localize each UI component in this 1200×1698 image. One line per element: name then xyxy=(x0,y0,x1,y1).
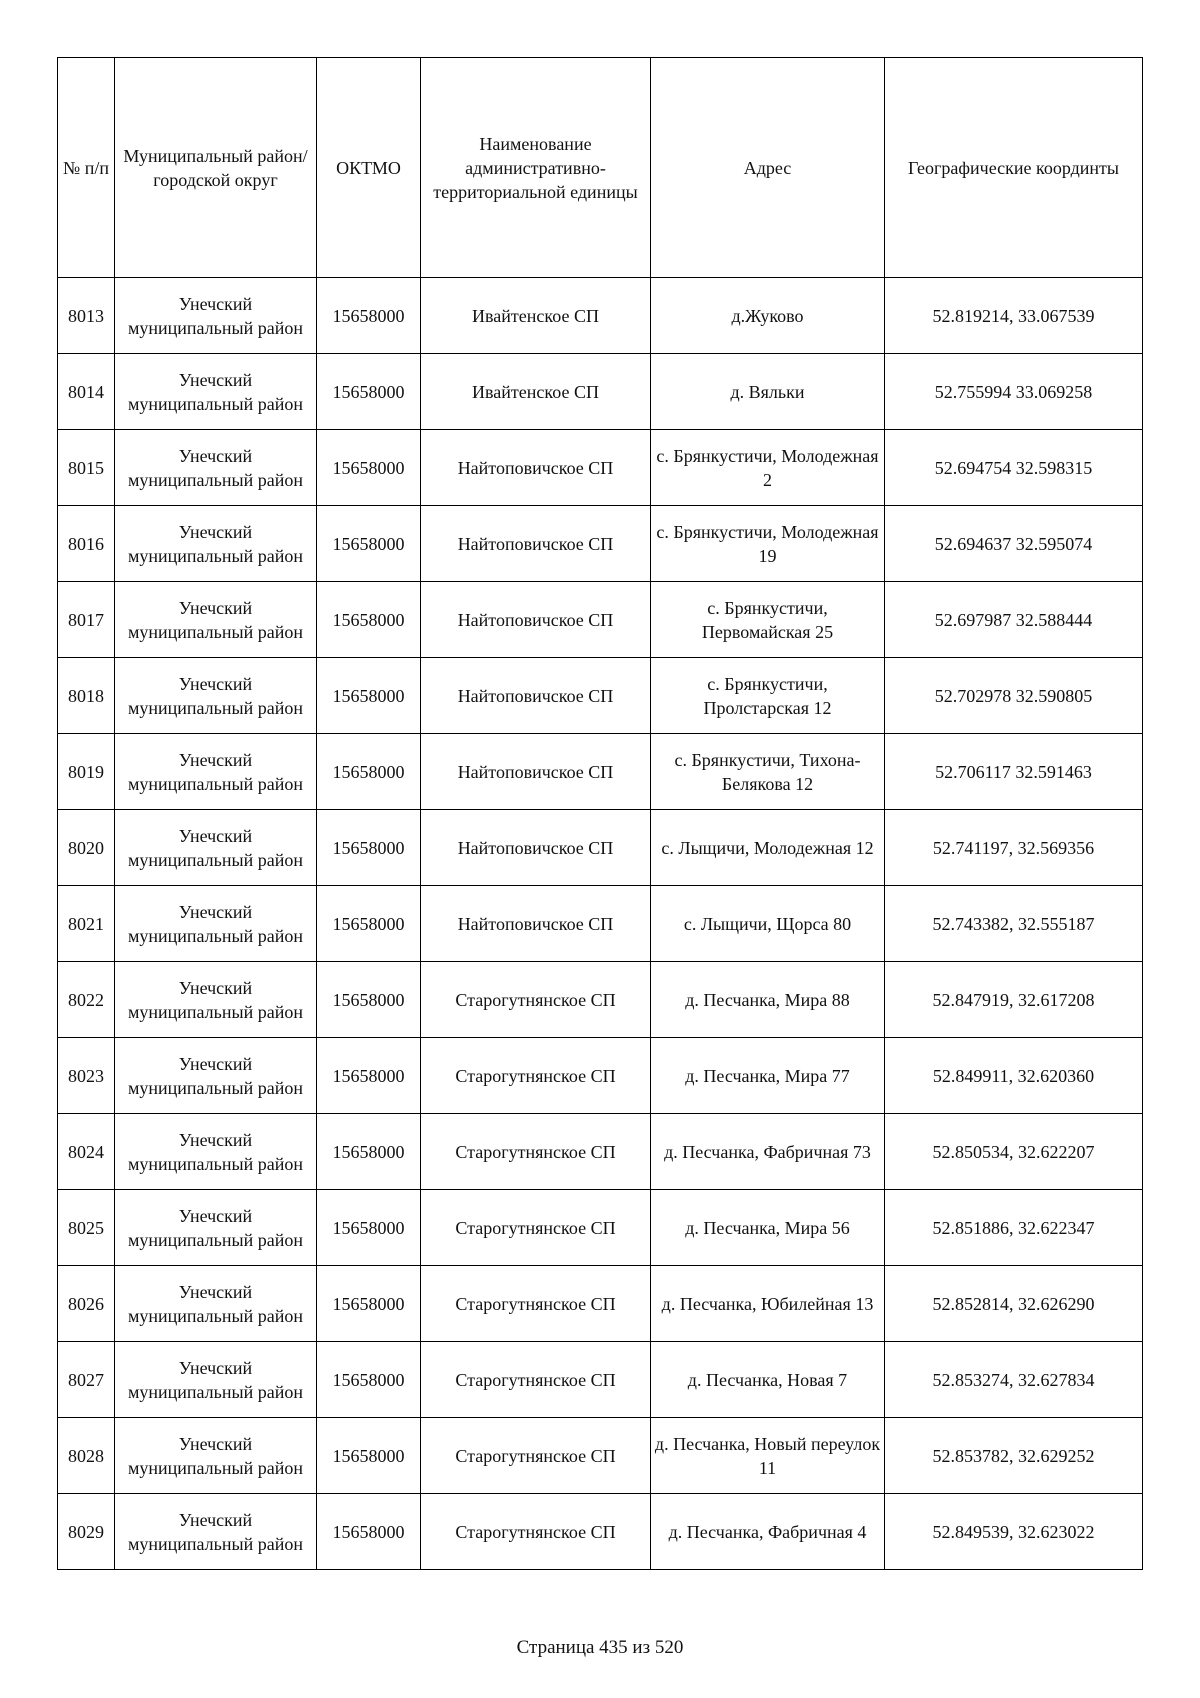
cell-district: Унечский муниципальный район xyxy=(115,658,317,734)
page-footer: Страница 435 из 520 xyxy=(516,1637,684,1658)
table-row xyxy=(58,1266,1143,1342)
cell-unit-name: Старогутнянское СП xyxy=(421,962,651,1038)
header-cell-district: Муниципальный район/городской округ xyxy=(115,58,317,278)
cell-unit-name: Найтоповичское СП xyxy=(421,582,651,658)
cell-coordinates: 52.702978 32.590805 xyxy=(885,658,1143,734)
cell-unit-name: Найтоповичское СП xyxy=(421,658,651,734)
table-row xyxy=(58,582,1143,658)
cell-oktmo: 15658000 xyxy=(317,1266,421,1342)
header-cell-oktmo: ОКТМО xyxy=(317,58,421,278)
cell-address: с. Брянкустичи, Первомайская 25 xyxy=(651,582,885,658)
cell-oktmo: 15658000 xyxy=(317,734,421,810)
cell-unit-name: Найтоповичское СП xyxy=(421,430,651,506)
cell-address: д. Песчанка, Мира 77 xyxy=(651,1038,885,1114)
cell-coordinates: 52.851886, 32.622347 xyxy=(885,1190,1143,1266)
cell-number: 8015 xyxy=(58,430,115,506)
cell-unit-name: Ивайтенское СП xyxy=(421,354,651,430)
cell-number: 8020 xyxy=(58,810,115,886)
cell-district: Унечский муниципальный район xyxy=(115,886,317,962)
table-body xyxy=(58,278,1143,1570)
cell-coordinates: 52.853274, 32.627834 xyxy=(885,1342,1143,1418)
cell-oktmo: 15658000 xyxy=(317,1342,421,1418)
cell-district: Унечский муниципальный район xyxy=(115,1266,317,1342)
cell-address: с. Брянкустичи, Молодежная 2 xyxy=(651,430,885,506)
cell-number: 8029 xyxy=(58,1494,115,1570)
cell-coordinates: 52.819214, 33.067539 xyxy=(885,278,1143,354)
cell-address: с. Брянкустичи, Тихона-Белякова 12 xyxy=(651,734,885,810)
cell-address: с. Брянкустичи, Молодежная 19 xyxy=(651,506,885,582)
table-row xyxy=(58,354,1143,430)
cell-unit-name: Старогутнянское СП xyxy=(421,1266,651,1342)
cell-number: 8018 xyxy=(58,658,115,734)
cell-unit-name: Старогутнянское СП xyxy=(421,1494,651,1570)
cell-address: с. Лыщичи, Молодежная 12 xyxy=(651,810,885,886)
header-cell-unit-name: Наименование административно-территориальной единицы xyxy=(421,58,651,278)
cell-number: 8014 xyxy=(58,354,115,430)
cell-oktmo: 15658000 xyxy=(317,430,421,506)
cell-number: 8021 xyxy=(58,886,115,962)
table-row xyxy=(58,810,1143,886)
cell-district: Унечский муниципальный район xyxy=(115,962,317,1038)
cell-address: д. Песчанка, Юбилейная 13 xyxy=(651,1266,885,1342)
cell-address: с. Лыщичи, Щорса 80 xyxy=(651,886,885,962)
cell-unit-name: Найтоповичское СП xyxy=(421,734,651,810)
header-row xyxy=(58,58,1143,278)
header-cell-coordinates: Географические координты xyxy=(885,58,1143,278)
cell-oktmo: 15658000 xyxy=(317,354,421,430)
table-row xyxy=(58,1494,1143,1570)
cell-oktmo: 15658000 xyxy=(317,810,421,886)
cell-address: д. Вяльки xyxy=(651,354,885,430)
cell-coordinates: 52.849539, 32.623022 xyxy=(885,1494,1143,1570)
cell-district: Унечский муниципальный район xyxy=(115,1190,317,1266)
cell-address: д. Песчанка, Фабричная 73 xyxy=(651,1114,885,1190)
cell-oktmo: 15658000 xyxy=(317,962,421,1038)
cell-number: 8017 xyxy=(58,582,115,658)
table-row xyxy=(58,1342,1143,1418)
table-row xyxy=(58,1190,1143,1266)
table-row xyxy=(58,430,1143,506)
cell-oktmo: 15658000 xyxy=(317,1114,421,1190)
cell-coordinates: 52.847919, 32.617208 xyxy=(885,962,1143,1038)
cell-unit-name: Ивайтенское СП xyxy=(421,278,651,354)
cell-district: Унечский муниципальный район xyxy=(115,582,317,658)
cell-address: д. Песчанка, Фабричная 4 xyxy=(651,1494,885,1570)
cell-unit-name: Найтоповичское СП xyxy=(421,506,651,582)
cell-oktmo: 15658000 xyxy=(317,658,421,734)
cell-district: Унечский муниципальный район xyxy=(115,354,317,430)
cell-district: Унечский муниципальный район xyxy=(115,1342,317,1418)
cell-unit-name: Старогутнянское СП xyxy=(421,1038,651,1114)
cell-district: Унечский муниципальный район xyxy=(115,1114,317,1190)
cell-address: д.Жуково xyxy=(651,278,885,354)
cell-number: 8028 xyxy=(58,1418,115,1494)
cell-coordinates: 52.706117 32.591463 xyxy=(885,734,1143,810)
cell-unit-name: Старогутнянское СП xyxy=(421,1342,651,1418)
cell-coordinates: 52.853782, 32.629252 xyxy=(885,1418,1143,1494)
cell-district: Унечский муниципальный район xyxy=(115,430,317,506)
cell-coordinates: 52.743382, 32.555187 xyxy=(885,886,1143,962)
cell-district: Унечский муниципальный район xyxy=(115,1494,317,1570)
cell-coordinates: 52.852814, 32.626290 xyxy=(885,1266,1143,1342)
cell-coordinates: 52.755994 33.069258 xyxy=(885,354,1143,430)
cell-oktmo: 15658000 xyxy=(317,278,421,354)
cell-number: 8024 xyxy=(58,1114,115,1190)
cell-number: 8025 xyxy=(58,1190,115,1266)
cell-coordinates: 52.850534, 32.622207 xyxy=(885,1114,1143,1190)
coordinates-table xyxy=(57,57,1143,1570)
table-row xyxy=(58,962,1143,1038)
cell-unit-name: Старогутнянское СП xyxy=(421,1114,651,1190)
cell-district: Унечский муниципальный район xyxy=(115,278,317,354)
table-row xyxy=(58,1418,1143,1494)
cell-number: 8026 xyxy=(58,1266,115,1342)
table-row xyxy=(58,734,1143,810)
cell-number: 8013 xyxy=(58,278,115,354)
table-row xyxy=(58,1114,1143,1190)
cell-oktmo: 15658000 xyxy=(317,1418,421,1494)
cell-district: Унечский муниципальный район xyxy=(115,1038,317,1114)
cell-number: 8027 xyxy=(58,1342,115,1418)
cell-address: д. Песчанка, Мира 88 xyxy=(651,962,885,1038)
cell-district: Унечский муниципальный район xyxy=(115,1418,317,1494)
cell-number: 8023 xyxy=(58,1038,115,1114)
cell-unit-name: Старогутнянское СП xyxy=(421,1418,651,1494)
table-row xyxy=(58,1038,1143,1114)
table-row xyxy=(58,658,1143,734)
table-header xyxy=(58,58,1143,278)
table-row xyxy=(58,886,1143,962)
cell-number: 8019 xyxy=(58,734,115,810)
cell-address: с. Брянкустичи, Пролстарская 12 xyxy=(651,658,885,734)
header-cell-number: № п/п xyxy=(58,58,115,278)
table-row xyxy=(58,278,1143,354)
cell-unit-name: Старогутнянское СП xyxy=(421,1190,651,1266)
cell-unit-name: Найтоповичское СП xyxy=(421,886,651,962)
cell-unit-name: Найтоповичское СП xyxy=(421,810,651,886)
cell-number: 8022 xyxy=(58,962,115,1038)
cell-coordinates: 52.849911, 32.620360 xyxy=(885,1038,1143,1114)
cell-oktmo: 15658000 xyxy=(317,1494,421,1570)
cell-district: Унечский муниципальный район xyxy=(115,734,317,810)
cell-oktmo: 15658000 xyxy=(317,886,421,962)
cell-coordinates: 52.694637 32.595074 xyxy=(885,506,1143,582)
cell-oktmo: 15658000 xyxy=(317,506,421,582)
header-cell-address: Адрес xyxy=(651,58,885,278)
table-row xyxy=(58,506,1143,582)
cell-number: 8016 xyxy=(58,506,115,582)
cell-oktmo: 15658000 xyxy=(317,1038,421,1114)
cell-district: Унечский муниципальный район xyxy=(115,506,317,582)
cell-address: д. Песчанка, Новая 7 xyxy=(651,1342,885,1418)
cell-address: д. Песчанка, Новый переулок 11 xyxy=(651,1418,885,1494)
cell-coordinates: 52.694754 32.598315 xyxy=(885,430,1143,506)
cell-oktmo: 15658000 xyxy=(317,1190,421,1266)
cell-coordinates: 52.741197, 32.569356 xyxy=(885,810,1143,886)
cell-district: Унечский муниципальный район xyxy=(115,810,317,886)
cell-coordinates: 52.697987 32.588444 xyxy=(885,582,1143,658)
cell-address: д. Песчанка, Мира 56 xyxy=(651,1190,885,1266)
cell-oktmo: 15658000 xyxy=(317,582,421,658)
